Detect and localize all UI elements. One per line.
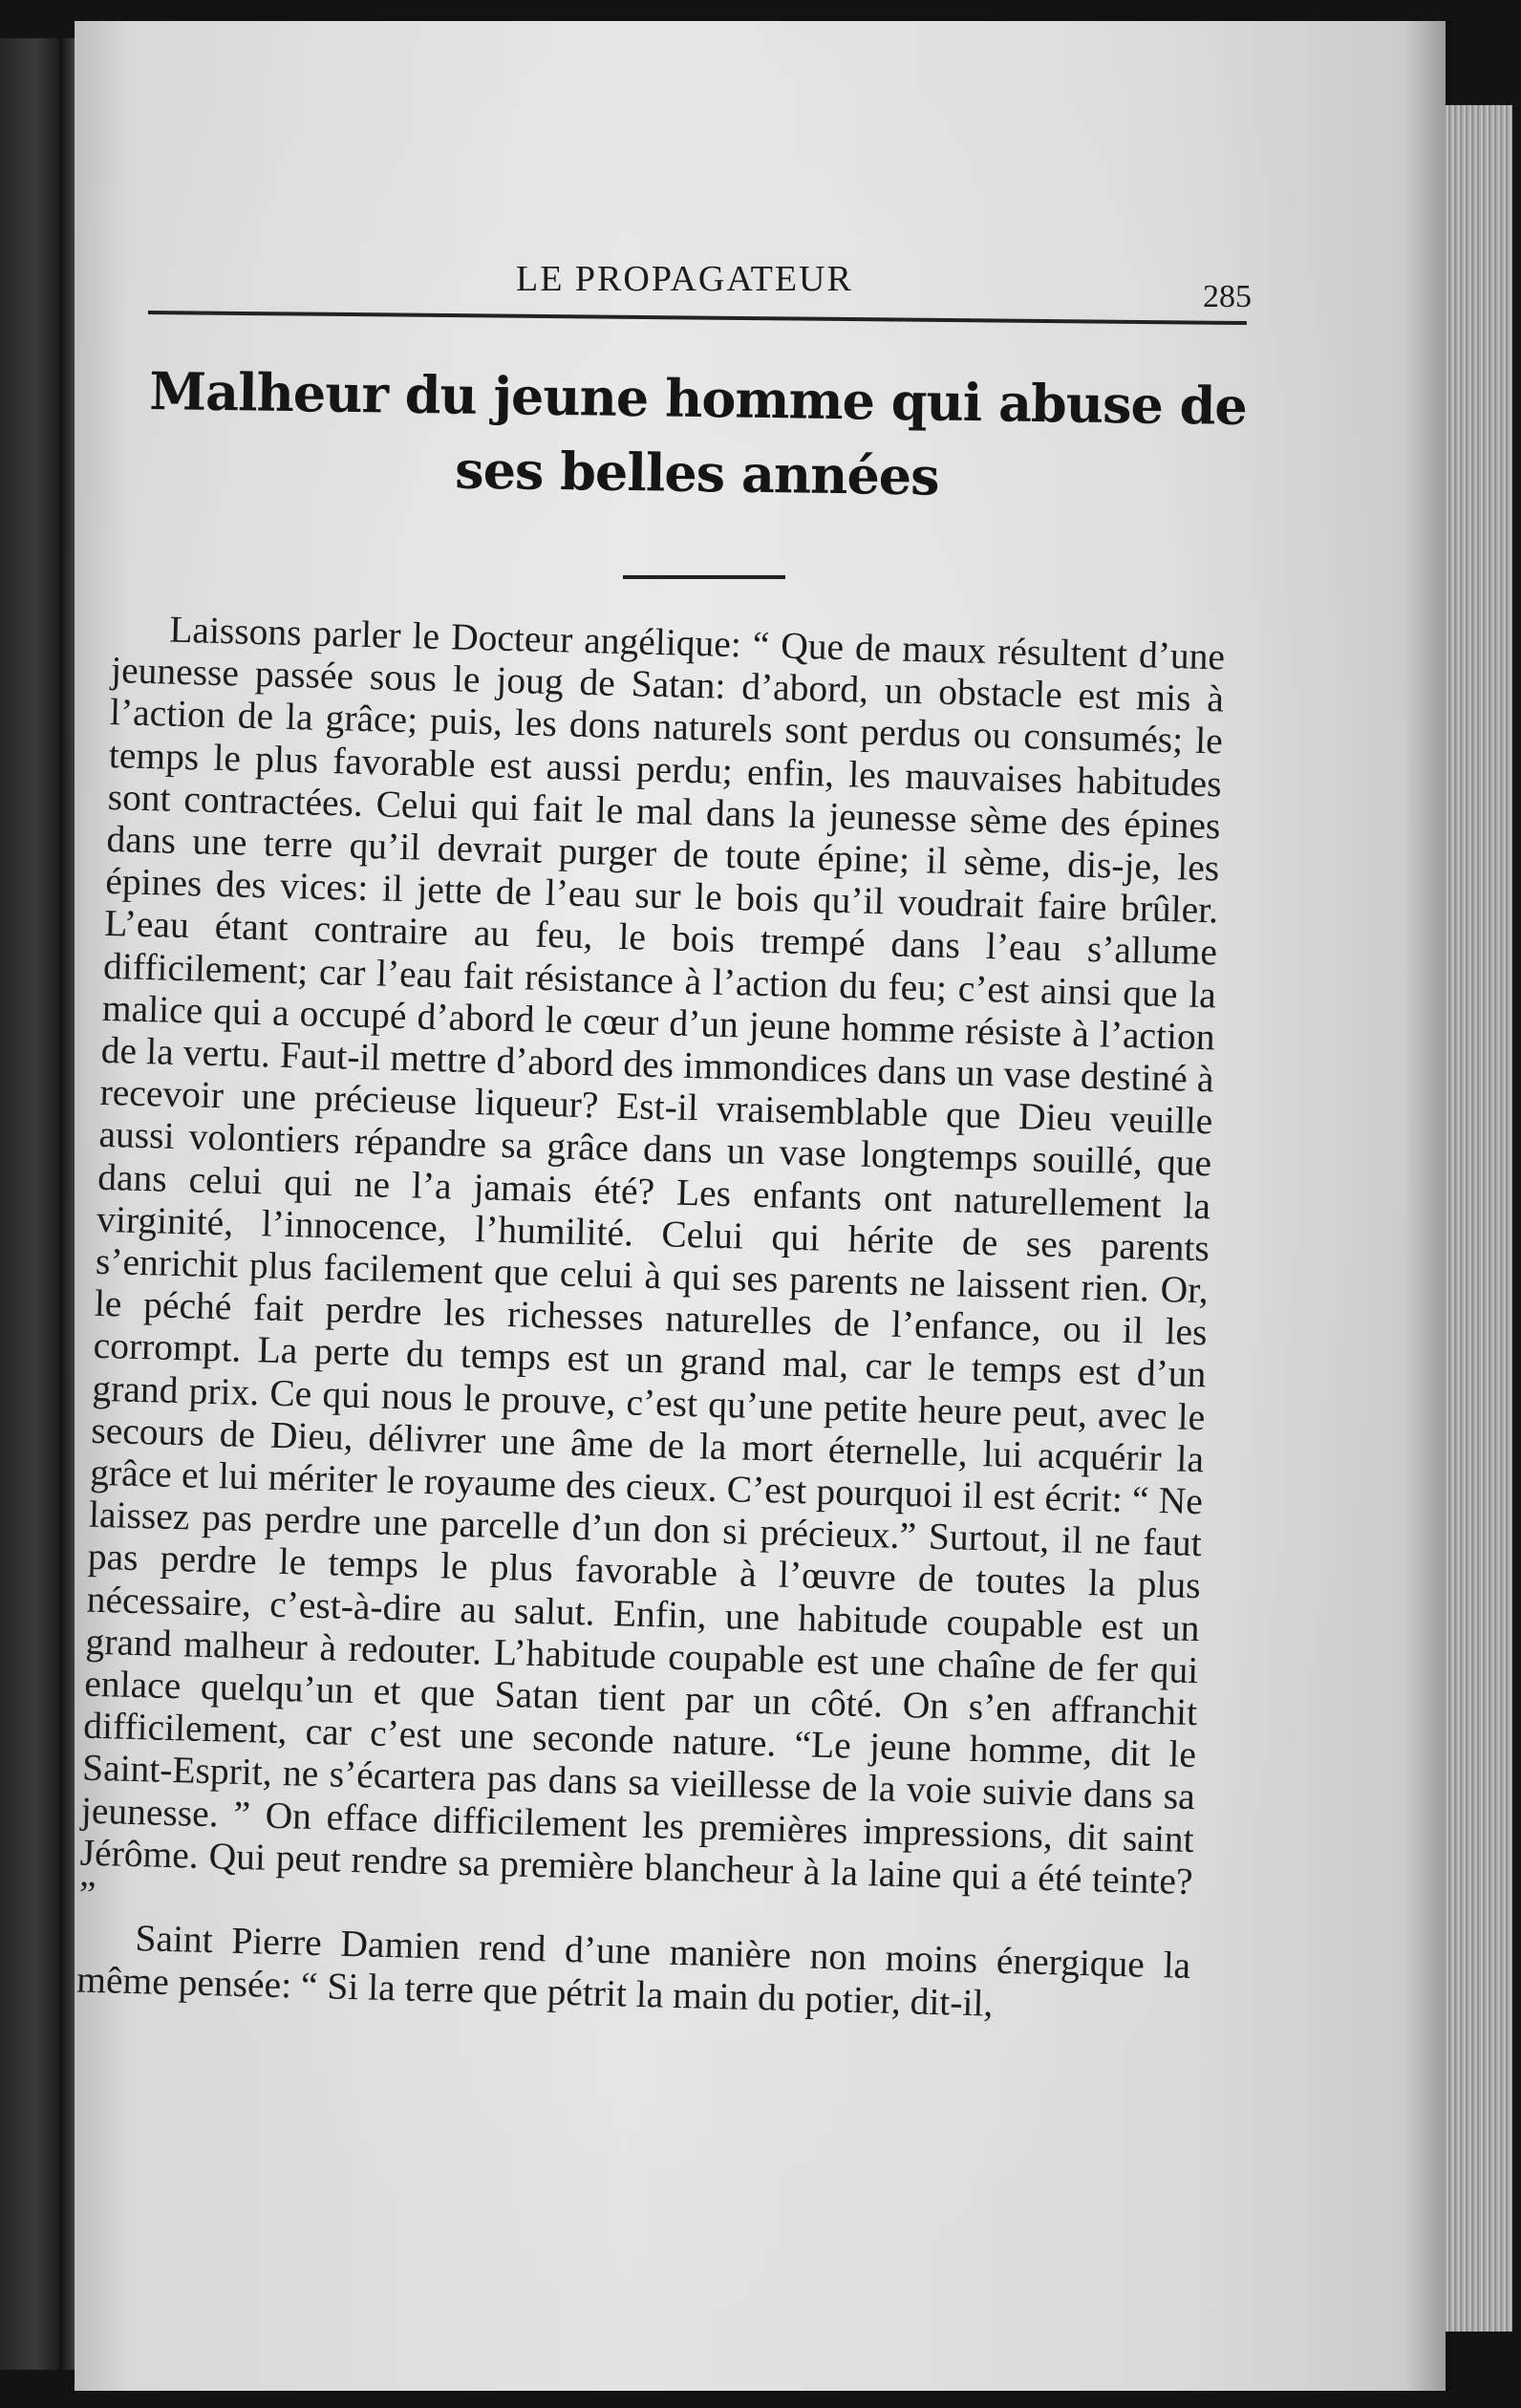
article-body bbox=[76, 607, 1226, 2030]
article-title-line-2: ses belles années bbox=[454, 439, 940, 507]
stacked-page-edges bbox=[1446, 105, 1512, 2332]
page-number: 285 bbox=[1203, 279, 1252, 314]
book-gutter bbox=[59, 38, 75, 2370]
paragraph-1: Laissons parler le Docteur angélique: “ Que de maux résultent d’une jeunesse passée sous le joug de Satan: d’abord, un obstacle est mis à l’action de la grâce; puis, les dons naturels sont perdus ou consumés; le temps le plus favorable est aussi perdu; enfin, les mauvaises habitudes sont contractées. Celui qui fait le mal dans la jeunesse sème des épines dans une terre qu’il devrait purger de toute épine; il sème, dis-je, les épines des vices: il jette de l’eau sur le bois qu’il voudrait faire brûler. L’eau étant contraire au feu, le bois trempé dans l’eau s’allume difficilement; car l’eau fait résistance à l’action du feu; c’est ainsi que la malice qui a occupé d’abord le cœur d’un jeune homme résiste à l’action de la vertu. Faut-il mettre d’abord des immondices dans un vase destiné à recevoir une précieuse liqueur? Est-il vraisemblable que Dieu veuille aussi volontiers répandre sa grâce dans un vase longtemps souillé, que dans celui qui ne l’a jamais été? Les enfants ont naturellement la virginité, l’innocence, l’humilité. Celui qui hérite de ses parents s’enrichit plus facilement que celui à qui ses parents ne laissent rien. Or, le péché fait perdre les richesses naturelles de l’enfance, ou il les corrompt. La perte du temps est un grand mal, car le temps est d’un grand prix. Ce qui nous le prouve, c’est qu’une petite heure peut, avec le secours de Dieu, délivrer une âme de la mort éternelle, lui acquérir la grâce et lui mériter le royaume des cieux. C’est pourquoi il est écrit: “ Ne laissez pas perdre une parcelle d’un don si précieux.” Surtout, il ne faut pas perdre le temps le plus favorable à l’œuvre de toutes la plus nécessaire, c’est-à-dire au salut. Enfin, une habitude coupable est un grand malheur à redouter. L’habitude coupable est une chaîne de fer qui enlace quelqu’un et que Satan tient par un côté. On s’en affranchit difficilement, car c’est une seconde nature. “Le jeune homme, dit le Saint-Esprit, ne s’écartera pas dans sa vieillesse de la voie suivie dans sa jeunesse. ” On efface difficilement les premières impressions, dit saint Jérôme. Qui peut rendre sa première blancheur à la laine qui a été teinte? ” bbox=[78, 608, 1226, 1917]
page-header bbox=[153, 258, 1252, 314]
article-title bbox=[142, 354, 1253, 518]
running-head: LE PROPAGATEUR bbox=[516, 259, 853, 299]
article-title-line-1: Malheur du jeune homme qui abuse de bbox=[148, 359, 1248, 438]
facing-page-edge bbox=[0, 38, 59, 2370]
page-shadow bbox=[1404, 21, 1450, 2391]
paragraph-2: Saint Pierre Damien rend d’une manière non moins énergique la même pensée: “ Si la terre que pétrit la main du potier, dit-il, bbox=[75, 1917, 1191, 2025]
title-divider bbox=[623, 575, 785, 579]
